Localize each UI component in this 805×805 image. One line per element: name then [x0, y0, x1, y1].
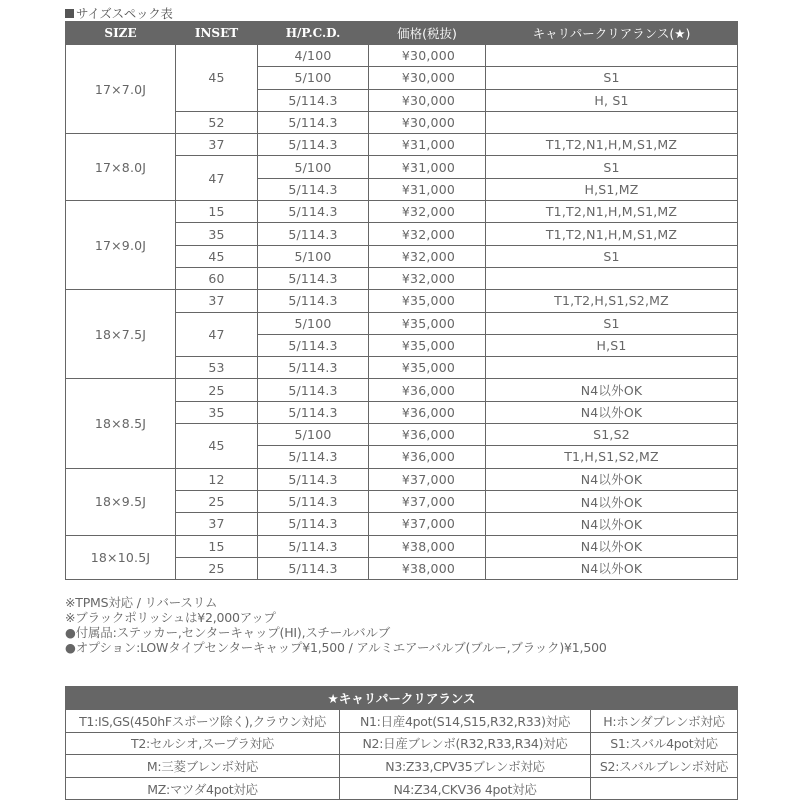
price-cell: ¥38,000 — [369, 535, 486, 557]
inset-cell: 60 — [176, 267, 258, 289]
price-cell: ¥30,000 — [369, 111, 486, 133]
price-cell: ¥30,000 — [369, 45, 486, 67]
size-cell: 18×8.5J — [66, 379, 176, 468]
clearance-cell — [486, 357, 738, 379]
legend-row — [66, 777, 738, 800]
pcd-cell: 5/100 — [258, 67, 369, 89]
pcd-cell: 5/114.3 — [258, 267, 369, 289]
table-row — [66, 290, 738, 312]
clearance-cell: N4以外OK — [486, 535, 738, 557]
legend-header: ★キャリパークリアランス — [66, 687, 738, 710]
legend-row — [66, 732, 738, 755]
inset-cell: 12 — [176, 468, 258, 490]
clearance-cell: S1 — [486, 312, 738, 334]
clearance-cell — [486, 45, 738, 67]
size-cell: 18×7.5J — [66, 290, 176, 379]
table-row — [66, 201, 738, 223]
legend-row — [66, 755, 738, 778]
legend-cell: H:ホンダブレンボ対応 — [591, 710, 738, 733]
size-cell: 17×8.0J — [66, 134, 176, 201]
pcd-cell: 5/114.3 — [258, 513, 369, 535]
size-cell: 18×9.5J — [66, 468, 176, 535]
price-cell: ¥31,000 — [369, 178, 486, 200]
inset-cell: 37 — [176, 134, 258, 156]
clearance-cell — [486, 267, 738, 289]
price-cell: ¥32,000 — [369, 223, 486, 245]
pcd-cell: 5/114.3 — [258, 290, 369, 312]
pcd-cell: 5/114.3 — [258, 334, 369, 356]
pcd-cell: 5/114.3 — [258, 557, 369, 579]
price-cell: ¥31,000 — [369, 134, 486, 156]
inset-cell: 15 — [176, 201, 258, 223]
price-cell: ¥37,000 — [369, 468, 486, 490]
pcd-cell: 5/114.3 — [258, 111, 369, 133]
legend-cell — [591, 777, 738, 800]
caliper-clearance-legend-table — [65, 686, 738, 800]
clearance-cell: T1,T2,H,S1,S2,MZ — [486, 290, 738, 312]
price-cell: ¥37,000 — [369, 490, 486, 512]
pcd-cell: 5/114.3 — [258, 401, 369, 423]
price-cell: ¥37,000 — [369, 513, 486, 535]
notes — [65, 595, 607, 655]
pcd-cell: 5/114.3 — [258, 535, 369, 557]
note-options: ●オプション:LOWタイプセンターキャップ¥1,500 / アルミエアーバルブ(ブルー,ブラック)¥1,500 — [65, 640, 607, 655]
legend-cell: N3:Z33,CPV35ブレンボ対応 — [340, 755, 591, 778]
note-black-polish: ※ブラックポリッシュは¥2,000アップ — [65, 610, 276, 625]
clearance-cell: N4以外OK — [486, 513, 738, 535]
legend-cell: T1:IS,GS(450hFスポーツ除く),クラウン対応 — [66, 710, 340, 733]
pcd-cell: 5/100 — [258, 156, 369, 178]
clearance-cell: S1 — [486, 67, 738, 89]
inset-cell: 35 — [176, 401, 258, 423]
price-cell: ¥38,000 — [369, 557, 486, 579]
square-bullet-icon — [65, 9, 74, 18]
size-cell: 17×9.0J — [66, 201, 176, 290]
price-cell: ¥36,000 — [369, 424, 486, 446]
pcd-cell: 5/114.3 — [258, 178, 369, 200]
clearance-cell: S1 — [486, 245, 738, 267]
table-row — [66, 468, 738, 490]
clearance-cell: T1,H,S1,S2,MZ — [486, 446, 738, 468]
legend-cell: N1:日産4pot(S14,S15,R32,R33)対応 — [340, 710, 591, 733]
pcd-cell: 5/114.3 — [258, 490, 369, 512]
inset-cell: 25 — [176, 490, 258, 512]
size-cell: 17×7.0J — [66, 45, 176, 134]
price-cell: ¥36,000 — [369, 401, 486, 423]
pcd-cell: 5/114.3 — [258, 89, 369, 111]
page-title-text: サイズスペック表 — [76, 6, 173, 21]
legend-row — [66, 710, 738, 733]
inset-cell: 47 — [176, 312, 258, 357]
price-cell: ¥36,000 — [369, 379, 486, 401]
clearance-cell: S1,S2 — [486, 424, 738, 446]
price-cell: ¥35,000 — [369, 290, 486, 312]
pcd-cell: 5/114.3 — [258, 134, 369, 156]
legend-cell: T2:セルシオ,スープラ対応 — [66, 732, 340, 755]
price-cell: ¥30,000 — [369, 89, 486, 111]
header-pcd: H/P.C.D. — [258, 22, 369, 45]
spec-table-header-row — [66, 22, 738, 45]
legend-cell: N4:Z34,CKV36 4pot対応 — [340, 777, 591, 800]
header-price: 価格(税抜) — [369, 22, 486, 45]
spec-table-body — [66, 45, 738, 580]
header-clearance: キャリパークリアランス(★) — [486, 22, 738, 45]
pcd-cell: 5/114.3 — [258, 201, 369, 223]
clearance-cell: S1 — [486, 156, 738, 178]
clearance-cell: T1,T2,N1,H,M,S1,MZ — [486, 223, 738, 245]
clearance-cell: N4以外OK — [486, 401, 738, 423]
price-cell: ¥32,000 — [369, 267, 486, 289]
inset-cell: 35 — [176, 223, 258, 245]
legend-cell: S1:スバル4pot対応 — [591, 732, 738, 755]
inset-cell: 53 — [176, 357, 258, 379]
pcd-cell: 5/114.3 — [258, 379, 369, 401]
price-cell: ¥32,000 — [369, 245, 486, 267]
inset-cell: 25 — [176, 557, 258, 579]
price-cell: ¥35,000 — [369, 312, 486, 334]
inset-cell: 52 — [176, 111, 258, 133]
table-row — [66, 535, 738, 557]
legend-cell: N2:日産ブレンボ(R32,R33,R34)対応 — [340, 732, 591, 755]
legend-cell: S2:スバルブレンボ対応 — [591, 755, 738, 778]
price-cell: ¥30,000 — [369, 67, 486, 89]
pcd-cell: 5/114.3 — [258, 446, 369, 468]
pcd-cell: 5/114.3 — [258, 357, 369, 379]
table-row — [66, 134, 738, 156]
inset-cell: 37 — [176, 513, 258, 535]
clearance-cell: H,S1 — [486, 334, 738, 356]
legend-cell: MZ:マツダ4pot対応 — [66, 777, 340, 800]
clearance-cell: N4以外OK — [486, 490, 738, 512]
note-tpms: ※TPMS対応 / リバースリム — [65, 595, 218, 610]
clearance-cell: N4以外OK — [486, 557, 738, 579]
inset-cell: 45 — [176, 424, 258, 469]
size-cell: 18×10.5J — [66, 535, 176, 580]
header-inset: INSET — [176, 22, 258, 45]
inset-cell: 47 — [176, 156, 258, 201]
inset-cell: 45 — [176, 45, 258, 112]
price-cell: ¥32,000 — [369, 201, 486, 223]
inset-cell: 25 — [176, 379, 258, 401]
page-title — [65, 4, 173, 22]
pcd-cell: 5/100 — [258, 424, 369, 446]
clearance-cell: N4以外OK — [486, 468, 738, 490]
clearance-cell — [486, 111, 738, 133]
clearance-cell: H,S1,MZ — [486, 178, 738, 200]
inset-cell: 15 — [176, 535, 258, 557]
price-cell: ¥36,000 — [369, 446, 486, 468]
price-cell: ¥31,000 — [369, 156, 486, 178]
clearance-cell: N4以外OK — [486, 379, 738, 401]
clearance-cell: H, S1 — [486, 89, 738, 111]
pcd-cell: 4/100 — [258, 45, 369, 67]
inset-cell: 37 — [176, 290, 258, 312]
legend-cell: M:三菱ブレンボ対応 — [66, 755, 340, 778]
pcd-cell: 5/114.3 — [258, 468, 369, 490]
inset-cell: 45 — [176, 245, 258, 267]
header-size: SIZE — [66, 22, 176, 45]
clearance-cell: T1,T2,N1,H,M,S1,MZ — [486, 134, 738, 156]
note-accessories: ●付属品:ステッカー,センターキャップ(HI),スチールバルブ — [65, 625, 391, 640]
clearance-cell: T1,T2,N1,H,M,S1,MZ — [486, 201, 738, 223]
pcd-cell: 5/100 — [258, 245, 369, 267]
spec-table — [65, 21, 738, 580]
table-row — [66, 45, 738, 67]
price-cell: ¥35,000 — [369, 334, 486, 356]
table-row — [66, 379, 738, 401]
pcd-cell: 5/100 — [258, 312, 369, 334]
pcd-cell: 5/114.3 — [258, 223, 369, 245]
price-cell: ¥35,000 — [369, 357, 486, 379]
